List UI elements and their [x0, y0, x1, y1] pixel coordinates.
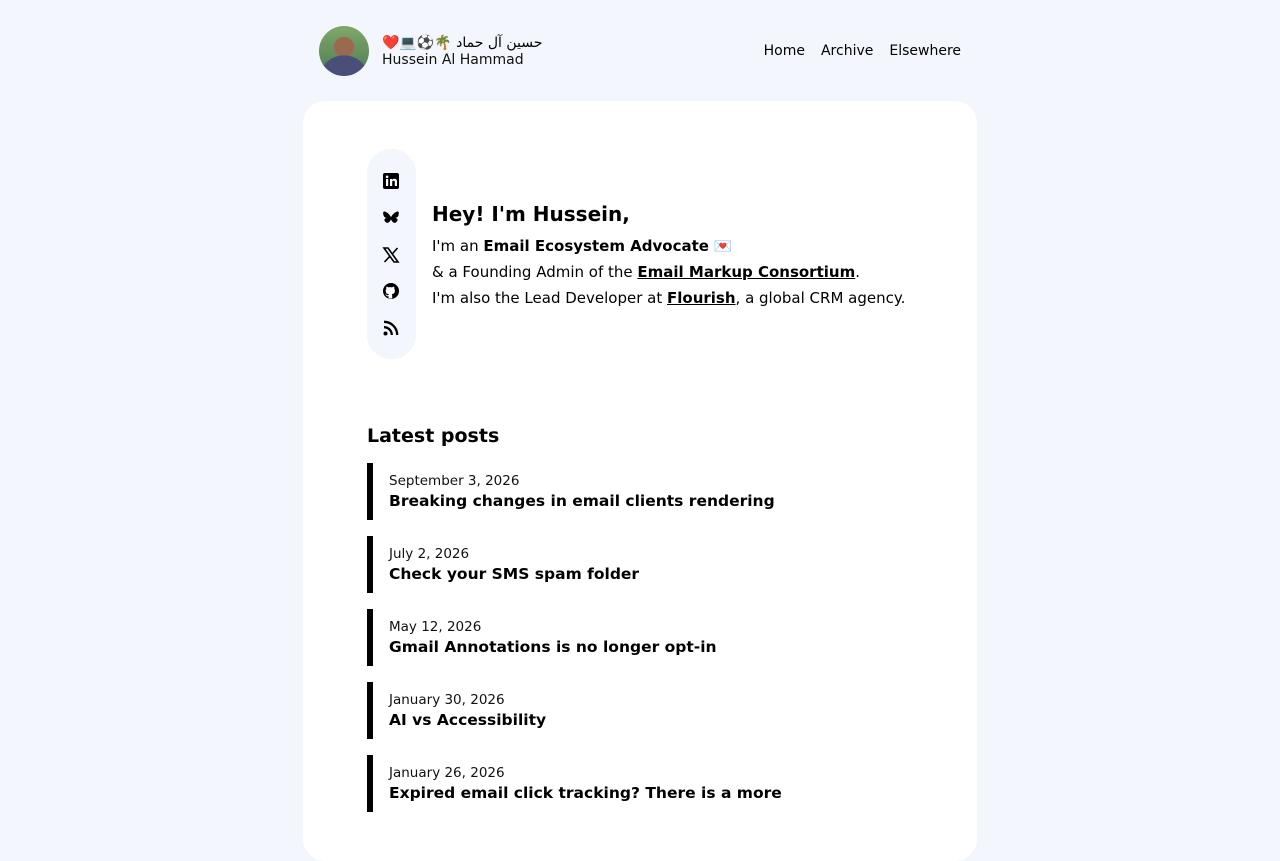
- post-title-link[interactable]: Check your SMS spam folder: [389, 565, 640, 583]
- post-item[interactable]: [367, 609, 927, 666]
- brand[interactable]: [319, 26, 542, 76]
- post-item[interactable]: [367, 536, 927, 593]
- post-item[interactable]: [367, 755, 927, 812]
- nav-home-link[interactable]: Home: [763, 43, 805, 59]
- latest-posts: [367, 423, 927, 828]
- post-title-link[interactable]: Gmail Annotations is no longer opt-in: [389, 638, 717, 656]
- intro-line-2: & a Founding Admin of the Email Markup Consortium.: [432, 263, 860, 281]
- social-links: [367, 149, 416, 359]
- intro-line-3: I'm also the Lead Developer at Flourish, a global CRM agency.: [432, 289, 906, 307]
- email-markup-consortium-link[interactable]: Email Markup Consortium: [637, 263, 856, 281]
- nav-archive-link[interactable]: Archive: [820, 43, 874, 59]
- post-date: January 26, 2026: [389, 765, 505, 781]
- x-icon[interactable]: [382, 246, 400, 264]
- nav-elsewhere-link[interactable]: Elsewhere: [889, 43, 961, 59]
- greeting-heading: Hey! I'm Hussein,: [432, 202, 630, 226]
- content-card: [303, 101, 977, 861]
- love-letter-emoji: 💌: [708, 237, 733, 255]
- site-header: [0, 0, 1280, 100]
- main-nav: [764, 42, 961, 60]
- post-date: September 3, 2026: [389, 473, 520, 489]
- flourish-link[interactable]: Flourish: [667, 289, 736, 307]
- post-title-link[interactable]: AI vs Accessibility: [389, 711, 547, 729]
- post-item[interactable]: [367, 463, 927, 520]
- intro-line-1: I'm an Email Ecosystem Advocate 💌: [432, 237, 733, 255]
- linkedin-icon[interactable]: [382, 172, 400, 190]
- post-date: January 30, 2026: [389, 692, 505, 708]
- bluesky-icon[interactable]: [382, 209, 400, 227]
- post-item[interactable]: [367, 682, 927, 739]
- brand-name-english: Hussein Al Hammad: [382, 51, 524, 68]
- role-text: Email Ecosystem Advocate: [483, 237, 709, 255]
- post-date: May 12, 2026: [389, 619, 482, 635]
- post-title-link[interactable]: Breaking changes in email clients rendering: [389, 492, 775, 510]
- latest-posts-heading: Latest posts: [367, 425, 500, 447]
- github-icon[interactable]: [382, 282, 400, 300]
- intro: [432, 201, 952, 311]
- post-date: July 2, 2026: [389, 546, 470, 562]
- avatar: [319, 26, 369, 76]
- brand-name-arabic: حسين آل حماد 🌴⚽💻❤️: [382, 34, 543, 51]
- rss-icon[interactable]: [382, 319, 400, 337]
- post-title-link[interactable]: Expired email click tracking? There is a more: [389, 784, 782, 802]
